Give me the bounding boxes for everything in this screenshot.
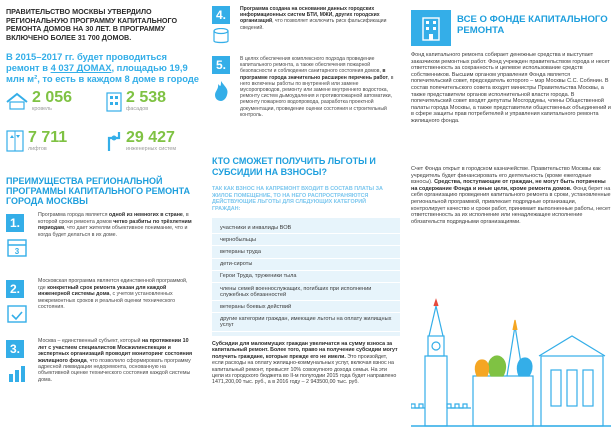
section-title-advantages: ПРЕИМУЩЕСТВА РЕГИОНАЛЬНОЙ ПРОГРАММЫ КАПИТАЛЬНОГО РЕМОНТА ГОРОДА МОСКВЫ bbox=[6, 176, 191, 207]
stat-elevators bbox=[28, 130, 67, 153]
item-5-text: В целях обеспечения комплексного подхода проведение капитального ремонта, а также обеспечения пожарной безопасности и соблюдения санитарного состояния домов, в программе города значительно расширен перечень работ, в него включены работы по внутренней или замене мусоропроводов, ремонту или замене внутреннего водостока, ремонту систем дымоудаления и противопожарной автоматики, ремонту пожарного водопровода, разработка проектной документации, проведение оценки состояния и строительный контроль. bbox=[240, 56, 394, 118]
calendar-icon bbox=[6, 236, 28, 258]
list-item: дети-сироты bbox=[212, 259, 400, 271]
stat-number: 29 427 bbox=[126, 129, 175, 147]
advantage-text: Программа города является одной из немногих в стране, в которой сроки ремонта домов четко разбиты по трёхлетним периодам, что дает жителям объективное понимание, что и когда будет делаться в их доме. bbox=[38, 212, 192, 238]
database-icon bbox=[212, 28, 230, 44]
stats-block bbox=[6, 88, 200, 168]
list-item: ветераны боевых действий bbox=[212, 301, 400, 313]
moscow-skyline-illustration bbox=[411, 296, 611, 432]
item-number: 4. bbox=[212, 6, 230, 24]
stat-roofs bbox=[32, 90, 72, 113]
highlight-text bbox=[6, 51, 200, 84]
advantage-text: Московская программа является единственной программой, где конкретный срок ремонта указан для каждой инженерной системы дома, с учетом установленных межремонтных сроков и реальной оценки технического состояния. bbox=[38, 278, 188, 310]
highlight-part-3: , площадью 19,9 млн м², то есть в каждом 8 доме в городе bbox=[6, 62, 199, 85]
svg-text:3: 3 bbox=[14, 247, 20, 257]
item-number: 2. bbox=[6, 280, 24, 298]
stat-number: 2 056 bbox=[32, 89, 73, 107]
fire-icon bbox=[212, 80, 230, 102]
stat-number: 7 711 bbox=[28, 129, 68, 147]
list-item: Герои Труда, труженики тыла bbox=[212, 271, 400, 283]
roof-icon bbox=[6, 92, 28, 110]
highlight-houses: 4 037 ДОМАХ bbox=[50, 62, 112, 74]
building-icon bbox=[411, 10, 451, 46]
chart-icon bbox=[6, 362, 28, 384]
stat-label: кровель bbox=[32, 106, 52, 113]
stat-label: фасадов bbox=[126, 106, 149, 113]
list-item: члены семей военнослужащих, погибших при исполнении служебных обязанностей bbox=[212, 283, 400, 301]
benefits-subtitle: ТАК КАК ВЗНОС НА КАПРЕМОНТ ВХОДИТ В СОСТАВ ПЛАТЫ ЗА ЖИЛОЕ ПОМЕЩЕНИЕ, ТО НА НЕГО РАСПРОСТРАНЯЮТСЯ ДЕЙСТВУЮЩИЕ ЛЬГОТЫ ДЛЯ СЛЕДУЮЩИХ КАТЕГОРИЙ ГРАЖДАН: bbox=[212, 186, 383, 212]
highlight-part-1: В 2015–2017 гг. будет проводиться ремонт в bbox=[6, 51, 167, 74]
column-2 bbox=[212, 0, 400, 434]
fund-title: ВСЕ О ФОНДЕ КАПИТАЛЬНОГО РЕМОНТА bbox=[457, 14, 608, 36]
item-4-text: Программа создана на основании данных городских информационных систем БТИ, МЖИ, других городских организаций, что позволяет исключить риск фальсификации сведений. bbox=[240, 6, 387, 31]
stat-label: инженерных систем bbox=[126, 146, 177, 153]
fund-paragraph-2: Счет Фонда открыт в городском казначействе. Правительство Москвы как учредитель будет финансировать его деятельность (кроме ежегодные взносы). Средства, поступающие от граждан, не могут быть потрачены на содержание Фонда и иные цели, кроме ремонта домов. Фонд берет на себя организацию проведения капитального ремонта в сроки, установленные региональной программой, привлекает подрядные организации, контролирует качество и сроки работ, принимает выполненные работы, несет ответственность за их исполнение или ненадлежащее исполнение обязательств подрядными организациями. bbox=[411, 166, 611, 225]
advantage-text: Москва – единственный субъект, который на протяжении 10 лет с участием специалистов Мосжилинспекции и экспертных организаций проводит мониторинг состояния жилищного фонда, что позволило сформировать программу адресной ликвидации недоремонта, основанную на объективной оценке технического состояния каждой системы дома. bbox=[38, 338, 193, 383]
stat-label: лифтов bbox=[28, 146, 47, 153]
column-3 bbox=[411, 0, 611, 434]
item-number: 3. bbox=[6, 340, 24, 358]
elevator-icon bbox=[6, 130, 24, 152]
advantages-list bbox=[6, 212, 200, 408]
column-1 bbox=[6, 0, 200, 408]
fund-badge bbox=[411, 10, 451, 46]
list-item: другие категории граждан, имеющие льготы на оплату жилищных услуг bbox=[212, 313, 400, 331]
calendar-check-icon bbox=[6, 302, 28, 324]
benefits-list bbox=[212, 218, 400, 336]
stat-facades bbox=[126, 90, 166, 113]
stat-number: 2 538 bbox=[126, 89, 167, 107]
list-item: чернобыльцы bbox=[212, 234, 400, 246]
benefits-title: КТО СМОЖЕТ ПОЛУЧИТЬ ЛЬГОТЫ И СУБСИДИИ НА ВЗНОСЫ? bbox=[212, 156, 376, 177]
item-number: 1. bbox=[6, 214, 24, 232]
pipe-icon bbox=[106, 130, 122, 152]
fund-paragraph-1: Фонд капитального ремонта собирает денежные средства и выступает заказчиком ремонтных работ. Фонд учрежден правительством города и несет ответственность за сохранность и целевое использование средств собственников. Высшим органом управления Фонда является попечительский совет, председатель которого – мэр Москвы С.С. Собянин. В состав попечительского совета входят министры Правительства Москвы, а также представители органов исполнительной власти города. В попечительский совет входят депутаты Мосгордумы, члены Общественной палаты города Москвы, а также представители общественных объединений и в сфере защиты прав потребителей и управления капитального ремонта жилищного фонда. bbox=[411, 52, 611, 124]
headline: ПРАВИТЕЛЬСТВО МОСКВЫ УТВЕРДИЛО РЕГИОНАЛЬНУЮ ПРОГРАММУ КАПИТАЛЬНОГО РЕМОНТА ДОМОВ НА 30 ЛЕТ. В ПРОГРАММУ ВКЛЮЧЕНО БОЛЕЕ 31 700 ДОМОВ. bbox=[6, 7, 178, 42]
list-item: участники и инвалиды ВОВ bbox=[212, 222, 400, 234]
building-icon bbox=[106, 92, 122, 112]
item-number: 5. bbox=[212, 56, 230, 74]
stat-engineering bbox=[126, 130, 176, 153]
list-item: ветераны труда bbox=[212, 246, 400, 258]
subsidies-paragraph: Субсидии для малоимущих граждан увеличатся на сумму взноса за капитальный ремонт. Более того, право на получение субсидии могут получить граждане, которые прежде его не имели. Это произойдет, если расходы на оплату жилищно-коммунальных услуг, включая взнос на капитальный ремонт, превысят 10% совокупного дохода семьи. На эти цели из городского бюджета во II-м полугодии 2015 года будет направлено 1471,200,00 тыс. руб., а в 2016 году – 2 943500,00 тыс. руб. bbox=[212, 341, 398, 386]
